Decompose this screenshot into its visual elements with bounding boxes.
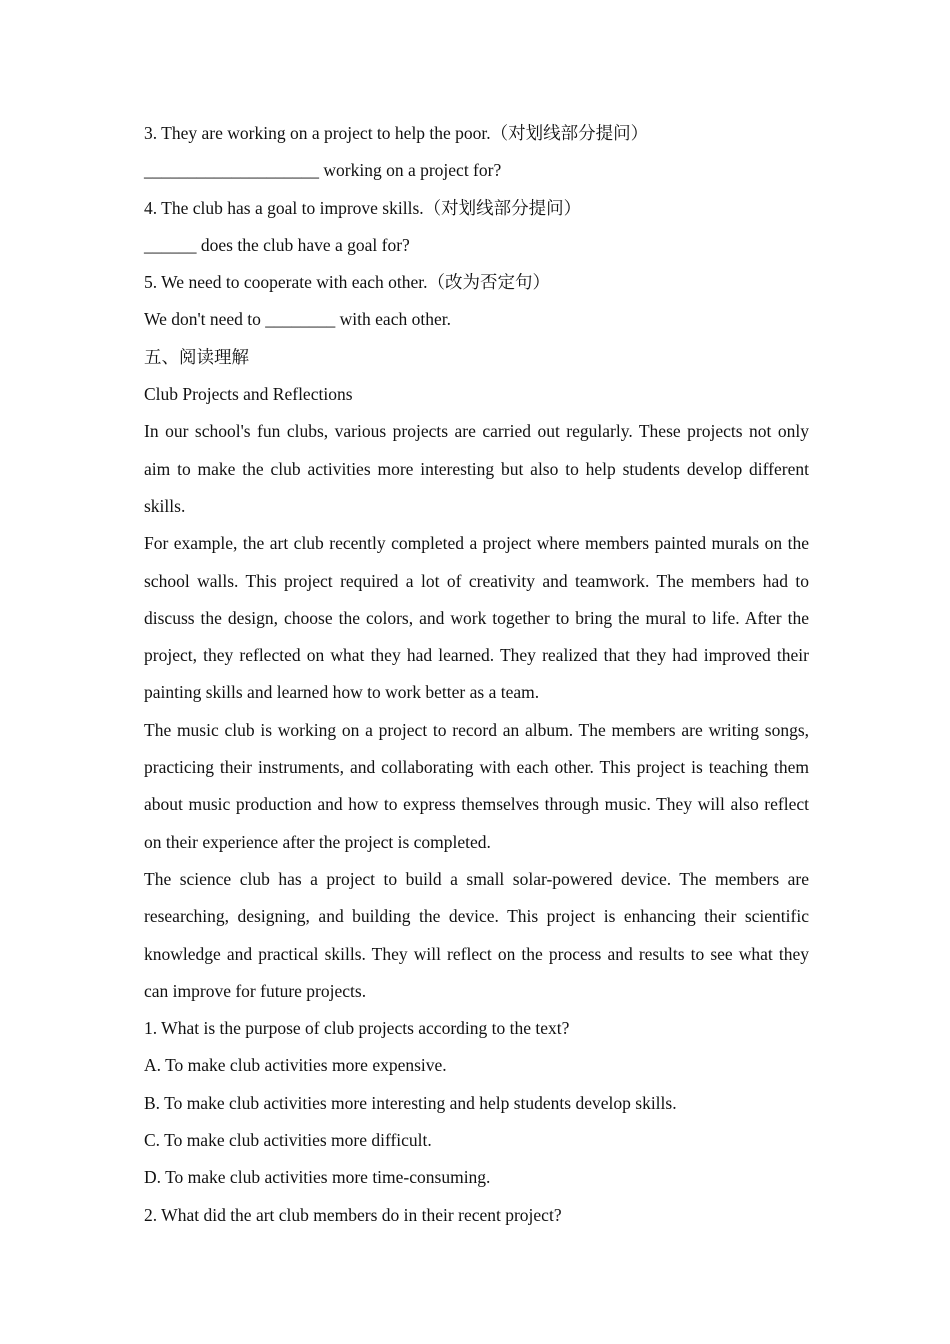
exercise-4-answer-line: ______ does the club have a goal for? bbox=[144, 234, 410, 255]
article-title: Club Projects and Reflections bbox=[144, 384, 353, 405]
exercise-4-prompt: 4. The club has a goal to improve skills.（对划线部分提问） bbox=[144, 197, 582, 218]
question-1-stem: 1. What is the purpose of club projects according to the text? bbox=[144, 1018, 570, 1039]
exercise-3-prompt: 3. They are working on a project to help the poor.（对划线部分提问） bbox=[144, 123, 649, 143]
exercise-5-answer-line: We don't need to ________ with each other. bbox=[144, 309, 451, 330]
article-paragraph-music-club: The music club is working on a project to record an album. The members are writing songs, practicing their instruments, and collaborating with each other. This project is teaching them about music production and how to express themselves through music. They will also reflect on their experience after the project is completed. bbox=[144, 719, 809, 852]
question-1-option-a: A. To make club activities more expensive. bbox=[144, 1055, 447, 1076]
exercise-3-answer-line: ____________________ working on a project for? bbox=[144, 160, 502, 181]
exercise-5-prompt: 5. We need to cooperate with each other.（改为否定句） bbox=[144, 272, 551, 293]
article-paragraph-intro: In our school's fun clubs, various projects are carried out regularly. These projects not only aim to make the club activities more interesting but also to help students develop different skills. bbox=[144, 421, 809, 516]
page-content bbox=[144, 115, 809, 1234]
question-1-option-b: B. To make club activities more interesting and help students develop skills. bbox=[144, 1092, 677, 1113]
question-1-option-c: C. To make club activities more difficult. bbox=[144, 1130, 432, 1151]
question-1-option-d: D. To make club activities more time-consuming. bbox=[144, 1167, 491, 1188]
section-heading-reading: 五、阅读理解 bbox=[144, 346, 249, 367]
question-2-stem: 2. What did the art club members do in their recent project? bbox=[144, 1204, 562, 1225]
article-paragraph-science-club: The science club has a project to build a small solar-powered device. The members are researching, designing, and building the device. This project is enhancing their scientific knowledge and practical skills. They will reflect on the process and results to see what they can improve for future projects. bbox=[144, 868, 809, 1001]
article-paragraph-art-club: For example, the art club recently completed a project where members painted murals on the school walls. This project required a lot of creativity and teamwork. The members had to discuss the design, choose the colors, and work together to bring the mural to life. After the project, they reflected on what they had learned. They realized that they had improved their painting skills and learned how to work better as a team. bbox=[144, 533, 809, 703]
